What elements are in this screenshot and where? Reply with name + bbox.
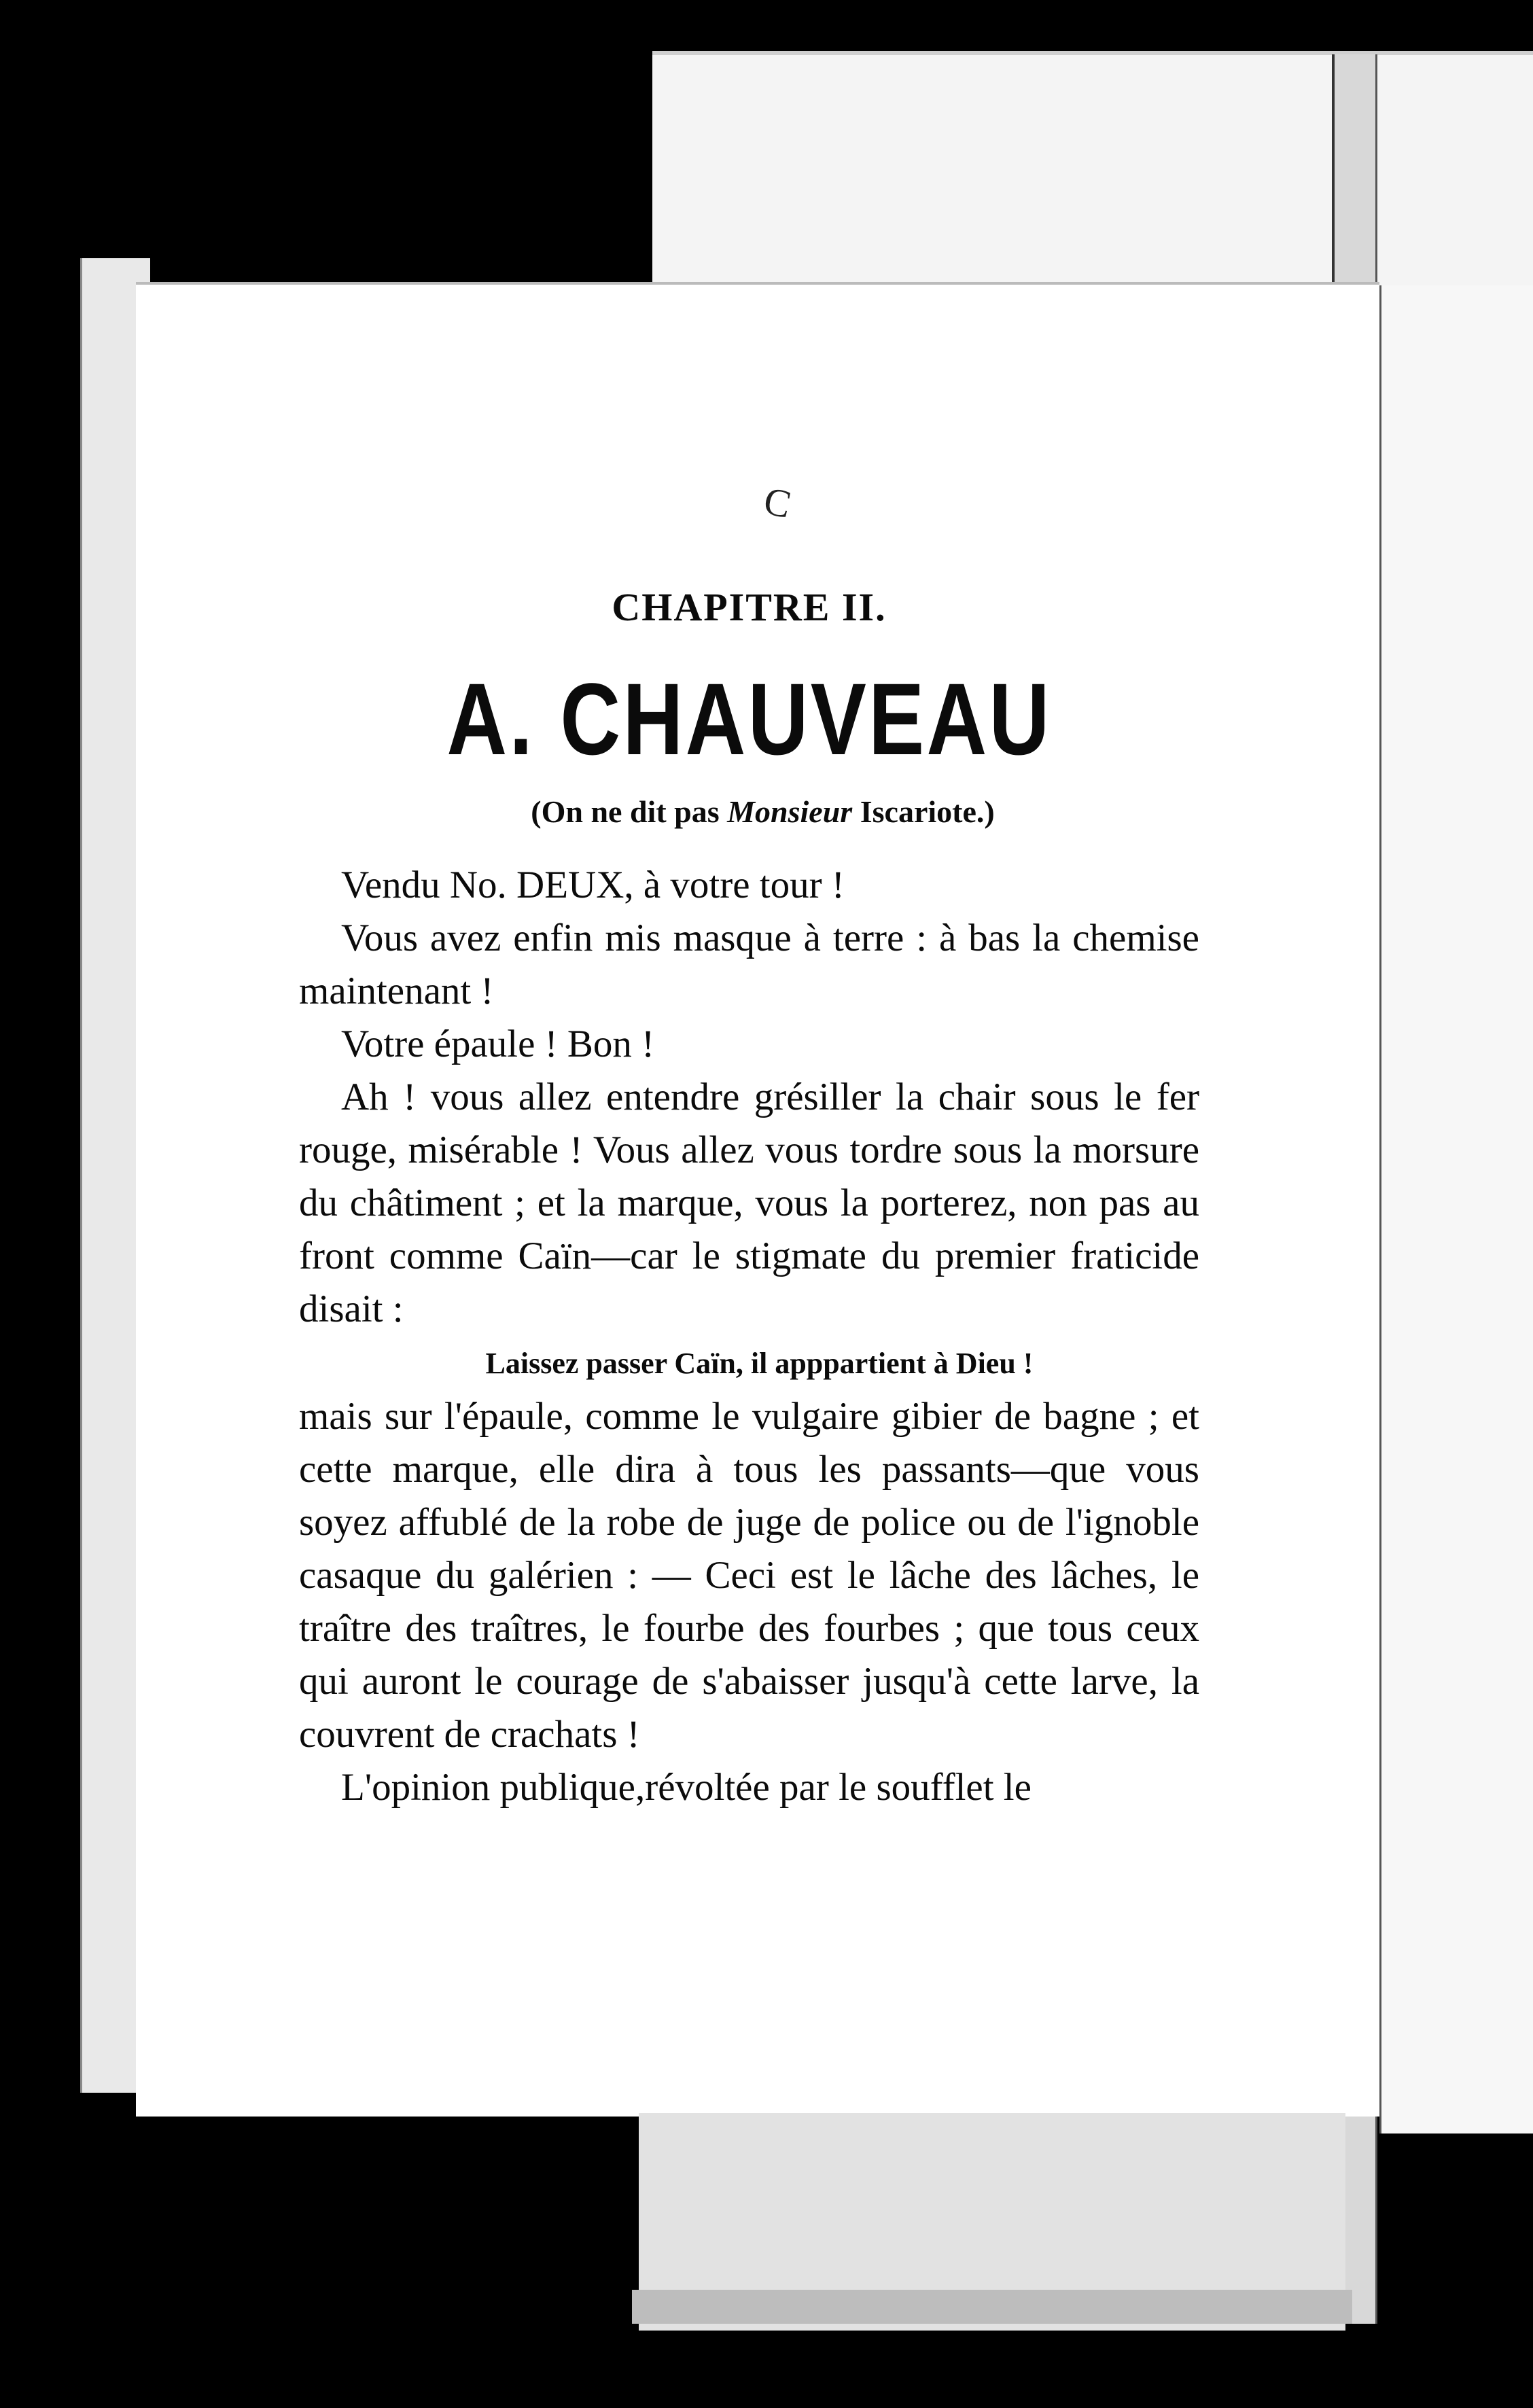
subtitle-italic: Monsieur — [727, 794, 853, 829]
background-page-top — [652, 51, 1533, 286]
background-page-strip — [632, 2290, 1352, 2324]
paragraph-4: Ah ! vous allez entendre grésiller la chair sous le fer rouge, misérable ! Vous allez vous tordre sous la morsure du châtiment ; et la marque, vous la porterez, non pas au front comme Caïn—car le stigmate du premier fraticide disait : — [299, 1076, 1199, 1330]
paragraph-2: Vous avez enfin mis masque à terre : à bas la chemise maintenant ! — [299, 917, 1199, 1012]
chapter-heading: CHAPITRE II. — [612, 585, 887, 629]
subtitle-open: (On ne dit pas — [531, 794, 728, 829]
subtitle — [326, 794, 1199, 841]
paragraph-6: L'opinion publique,révoltée par le soufflet le — [341, 1766, 1032, 1809]
facing-page — [1379, 285, 1533, 2133]
paragraph-1: Vendu No. DEUX, à votre tour ! — [341, 864, 845, 906]
paragraph-3: Votre épaule ! Bon ! — [341, 1023, 655, 1065]
page-gutter — [1379, 285, 1381, 2133]
paragraph-5: mais sur l'épaule, comme le vulgaire gibier de bagne ; et cette marque, elle dira à tous les passants—que vous soyez affublé de la robe de juge de police ou de l'ignoble casaque du galérien : — Ceci est le lâche des lâches, le traître des traîtres, le fourbe des fourbes ; que tous ceux qui auront le courage de s'abaisser jusqu'à cette larve, la couvrent de crachats ! — [299, 1395, 1199, 1756]
subtitle-close: Iscariote.) — [852, 794, 995, 829]
quotation: Laissez passer Caïn, il apppartient à Dieu ! — [485, 1347, 1034, 1380]
page-title: A. CHAUVEAU — [446, 662, 1052, 776]
page-text — [299, 584, 1199, 1814]
page-mark: C — [760, 478, 795, 527]
